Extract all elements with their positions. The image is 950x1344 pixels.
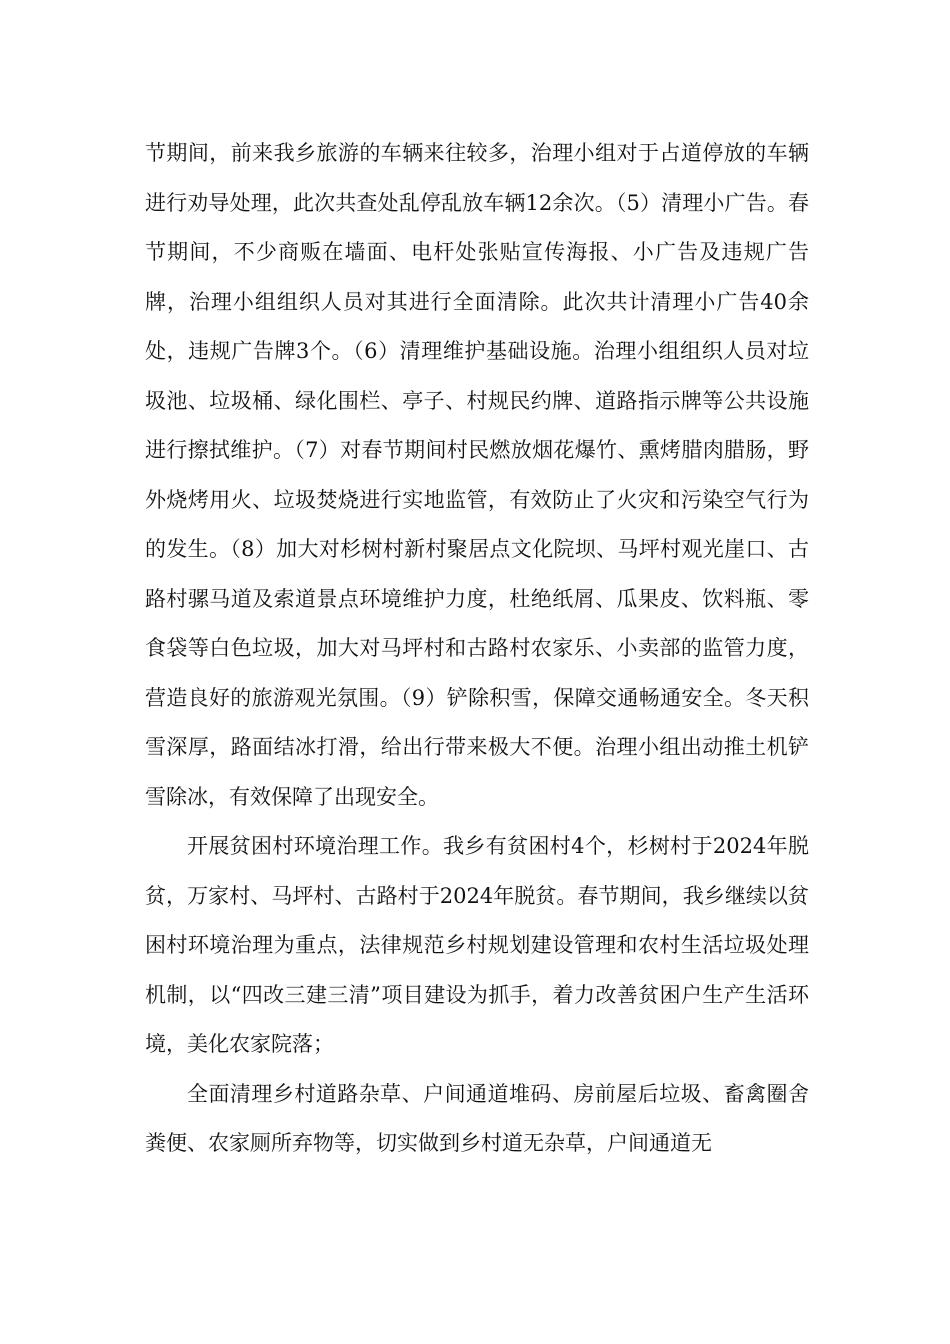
paragraph-continued: 节期间，前来我乡旅游的车辆来往较多，治理小组对于占道停放的车辆进行劝导处理，此次共查处乱停乱放车辆12余次。（5）清理小广告。春节期间，不少商贩在墙面、电杆处张贴宣传海报、小广告及违规广告牌，治理小组组织人员对其进行全面清除。此次共计清理小广告40余处，违规广告牌3个。（6）清理维护基础设施。治理小组组织人员对垃圾池、垃圾桶、绿化围栏、亭子、村规民约牌、道路指示牌等公共设施进行擦拭维护。（7）对春节期间村民燃放烟花爆竹、熏烤腊肉腊肠，野外烧烤用火、垃圾焚烧进行实地监管，有效防止了火灾和污染空气行为的发生。（8）加大对杉树村新村聚居点文化院坝、马坪村观光崖口、古路村骡马道及索道景点环境维护力度，杜绝纸屑、瓜果皮、饮料瓶、零食袋等白色垃圾，加大对马坪村和古路村农家乐、小卖部的监管力度，营造良好的旅游观光氛围。（9）铲除积雪，保障交通畅通安全。冬天积雪深厚，路面结冰打滑，给出行带来极大不便。治理小组出动推土机铲雪除冰，有效保障了出现安全。 — [145, 141, 809, 809]
document-body — [145, 129, 809, 1169]
paragraph-cleanup: 全面清理乡村道路杂草、户间通道堆码、房前屋后垃圾、畜禽圈舍粪便、农家厕所弃物等，切实做到乡村道无杂草，户间通道无 — [145, 1081, 809, 1155]
paragraph-poverty-village: 开展贫困村环境治理工作。我乡有贫困村4个，杉树村于2024年脱贫，万家村、马坪村、古路村于2024年脱贫。春节期间，我乡继续以贫困村环境治理为重点，法律规范乡村规划建设管理和农村生活垃圾处理机制，以“四改三建三清”项目建设为抓手，着力改善贫困户生产生活环境，美化农家院落； — [145, 834, 809, 1056]
